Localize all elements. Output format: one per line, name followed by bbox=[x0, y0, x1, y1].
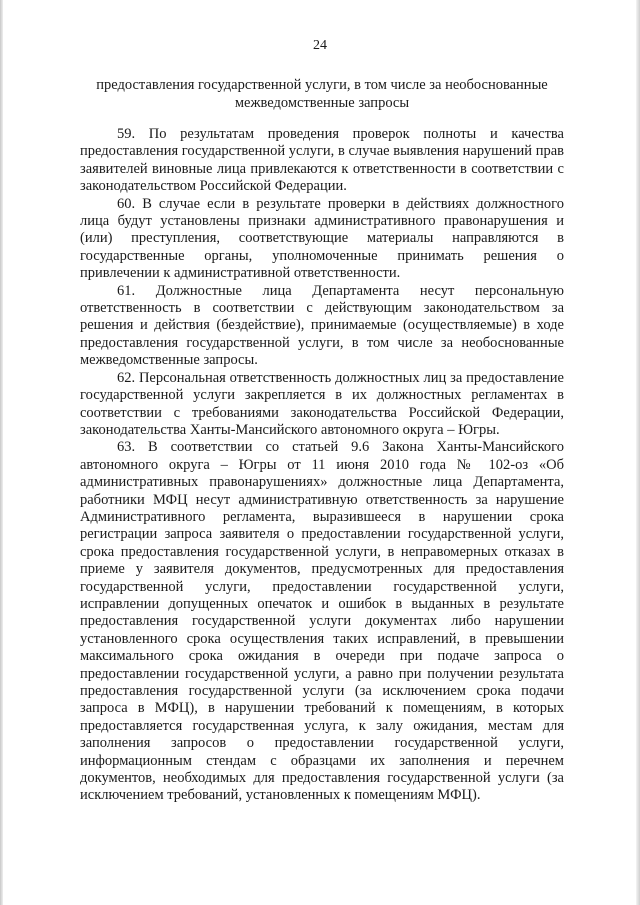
paragraph-59: 59. По результатам проведения проверок полноты и качества предоставления государственной услуги, в случае выявления нарушений прав заявителей виновные лица привлекаются к ответственности в соответствии с законодательством Российской Федерации. bbox=[80, 126, 564, 195]
paragraph-60: 60. В случае если в результате проверки в действиях должностного лица будут установлены признаки административного правонарушения и (или) преступления, соответствующие материалы направляются в государственные органы, уполномоченные принимать решения о привлечении к административной ответственности. bbox=[80, 195, 564, 282]
paragraph-63: 63. В соответствии со статьей 9.6 Закона Ханты-Мансийского автономного округа – Югры от 11 июня 2010 года № 102-оз «Об административных правонарушениях» должностные лица Департамента, работники МФЦ несут административную ответственность за нарушение Административного регламента, выразившееся в нарушении срока регистрации запроса заявителя о предоставлении государственной услуги, срока предоставления государственной услуги, в неправомерных отказах в приеме у заявителя документов, предусмотренных для предоставления государственной услуги, предоставлении государственной услуги, исправлении допущенных опечаток и ошибок в выданных в результате предоставления государственной услуги документах либо нарушении установленного срока осуществления таких исправлений, в превышении максимального срока ожидания в очереди при подаче запроса о предоставлении государственной услуги, а равно при получении результата предоставления государственной услуги (за исключением срока подачи запроса в МФЦ), в нарушении требований к помещениям, в которых предоставляется государственная услуга, к залу ожидания, местам для заполнения запросов о предоставлении государственной услуги, информационным стендам с образцами их заполнения и перечнем документов, необходимых для предоставления государственной услуги (за исключением требований, установленных к помещениям МФЦ). bbox=[80, 439, 564, 804]
section-heading: предоставления государственной услуги, в том числе за необоснованные межведомственные запросы bbox=[96, 77, 548, 111]
page-number: 24 bbox=[313, 38, 327, 53]
paragraph-62: 62. Персональная ответственность должностных лиц за предоставление государственной услуги закрепляется в их должностных регламентах в соответствии с требованиями законодательства Российской Федерации, законодательства Ханты-Мансийского автономного округа – Югры. bbox=[80, 369, 564, 438]
paragraph-61: 61. Должностные лица Департамента несут персональную ответственность в соответствии с действующим законодательством за решения и действия (бездействие), принимаемые (осуществляемые) в ходе предоставления государственной услуги, в том числе за необоснованные межведомственные запросы. bbox=[80, 282, 564, 369]
scan-edge-right bbox=[636, 0, 640, 905]
document-body bbox=[80, 126, 564, 805]
scan-edge-left bbox=[0, 0, 3, 905]
